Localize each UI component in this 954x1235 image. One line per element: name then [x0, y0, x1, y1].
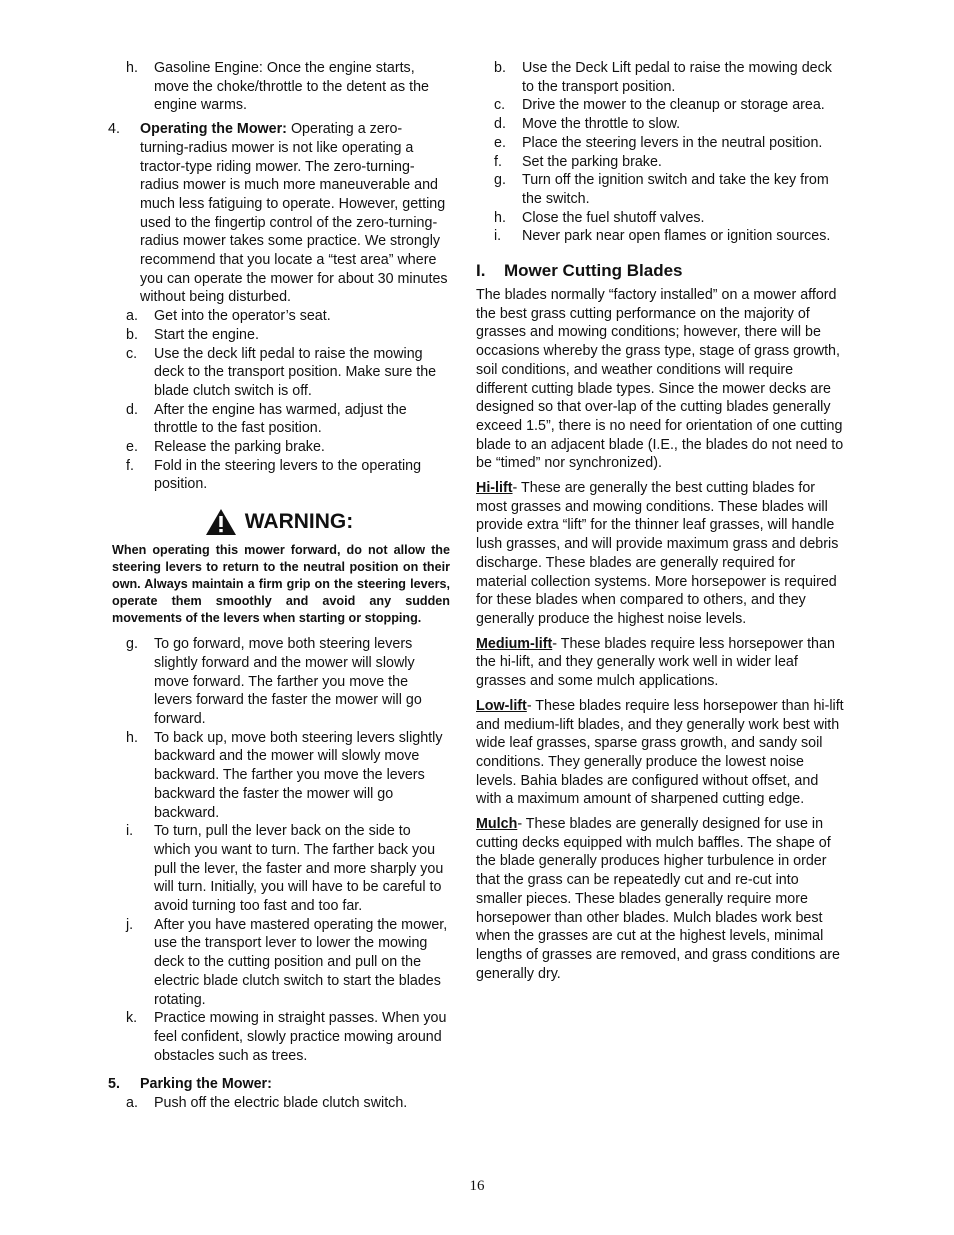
step-text: To turn, pull the lever back on the side to which you want to turn. The farther back you pull the lever, the faster and more sharply you will turn. Initially, you will have to be careful to avoid turning too fast and too far. [154, 823, 444, 915]
step-text: Move the throttle to slow. [522, 116, 681, 133]
step-text: Place the steering levers in the neutral position. [522, 134, 823, 151]
warning-text: When operating this mower forward, do not allow the steering levers to return to the neutral position on their own. Always maintain a firm grip on the steering levers, operate them smoothly and avoid any sudden movements of the levers when starting or stopping. [112, 543, 450, 626]
step-text: Release the parking brake. [154, 439, 325, 456]
list-item [108, 457, 450, 494]
list-item [108, 307, 450, 326]
blade-low-lift [476, 697, 846, 809]
step-label: c. [494, 97, 506, 114]
warning-heading [108, 508, 450, 536]
step-label: a. [126, 308, 138, 325]
list-item [476, 153, 846, 172]
parking-the-mower-heading: Parking the Mower: [140, 1076, 272, 1093]
step-text: Fold in the steering levers to the operating position. [154, 457, 422, 493]
step-text: Start the engine. [154, 326, 259, 343]
step-label: f. [494, 153, 502, 170]
step-label: b. [494, 60, 506, 76]
warning-box [108, 508, 450, 627]
section-title: Mower Cutting Blades [504, 261, 683, 281]
operating-the-mower-heading: Operating the Mower: [140, 121, 287, 138]
left-column [108, 59, 450, 1113]
blade-term: Medium-lift [476, 635, 553, 652]
step-label: c. [126, 345, 138, 362]
steps-g-to-k [108, 635, 450, 1065]
list-item [108, 438, 450, 457]
step-label: e. [494, 134, 506, 151]
blade-description: - These are generally the best cutting blades for most grasses and mowing conditions. These blades will provide extra “lift” for the thinner leaf grasses, will handle lush grasses, and will provide maximum grass and debris discharge. These blades are generally required for material collection systems. More horsepower is required for these blades when compared to others, and they generally produce the highest noise levels. [476, 480, 839, 627]
list-item [476, 115, 846, 134]
blade-mulch [476, 815, 846, 983]
blade-term: Low-lift [476, 697, 527, 714]
list-item [476, 96, 846, 115]
step-label: g. [494, 172, 506, 189]
list-item [108, 1094, 450, 1113]
step-text: Practice mowing in straight passes. When you feel confident, slowly practice mowing around obstacles such as trees. [154, 1010, 447, 1064]
step-text: Use the Deck Lift pedal to raise the mowing deck to the transport position. [522, 60, 832, 95]
step-text: Close the fuel shutoff valves. [522, 209, 705, 226]
step-text: Set the parking brake. [522, 153, 662, 170]
operating-the-mower-item [108, 120, 450, 307]
item-number: 4. [108, 121, 120, 138]
list-item [108, 635, 450, 729]
step-label: i. [494, 228, 502, 245]
step-label: j. [126, 916, 134, 933]
right-column [476, 59, 846, 989]
step-text: Turn off the ignition switch and take the key from the switch. [522, 172, 829, 207]
blade-term: Hi-lift [476, 480, 513, 497]
step-label: f. [126, 457, 134, 474]
step-label: b. [126, 326, 138, 343]
step-text: Gasoline Engine: Once the engine starts, move the choke/throttle to the detent as the engine warms. [154, 60, 429, 114]
step-text: Never park near open flames or ignition sources. [522, 228, 831, 245]
step-label: g. [126, 636, 138, 653]
list-item [476, 134, 846, 153]
step-label: a. [126, 1095, 138, 1112]
list-item [108, 822, 450, 916]
list-item [108, 326, 450, 345]
step-label: e. [126, 439, 138, 456]
step-text: Push off the electric blade clutch switch. [154, 1095, 408, 1112]
parking-steps-continued [476, 59, 846, 246]
list-item [476, 209, 846, 228]
list-item [476, 59, 846, 96]
step-text: Get into the operator’s seat. [154, 308, 331, 325]
step-label: d. [494, 116, 506, 133]
step-label: h. [126, 60, 138, 76]
list-item [108, 729, 450, 823]
step-text: After you have mastered operating the mower, use the transport lever to lower the mowing deck to the cutting position and pull on the electric blade clutch switch to start the blades rotating. [154, 916, 448, 1008]
step-text: After the engine has warmed, adjust the throttle to the fast position. [154, 401, 407, 437]
warning-triangle-icon [205, 508, 237, 536]
item-number: 5. [108, 1076, 120, 1093]
section-heading [476, 260, 846, 282]
page-number: 16 [469, 1178, 485, 1194]
blade-description: - These blades require less horsepower than the hi-lift, and they generally work well in wider leaf grasses and some mulch applications. [476, 635, 835, 690]
parking-the-mower-item [108, 1075, 450, 1094]
blade-term: Mulch [476, 816, 518, 833]
step-text: Drive the mower to the cleanup or storage area. [522, 97, 825, 114]
step-label: d. [126, 401, 138, 418]
list-item [476, 227, 846, 246]
blade-description: - These blades are generally designed for use in cutting decks equipped with mulch baffles. The shape of the blade generally produces higher turbulence in order that the grass can be repeatedly cut and re-cut into smaller pieces. These blades generally require more horsepower than other blades. Mulch blades work best when the grasses are cut at the highest levels, minimal lengths of grasses are removed, and grass conditions are generally dry. [476, 816, 840, 982]
section-letter: I. [476, 261, 486, 281]
list-item [108, 345, 450, 401]
step-label: h. [126, 729, 138, 746]
blade-hi-lift [476, 479, 846, 629]
step-text: Use the deck lift pedal to raise the mowing deck to the transport position. Make sure the blade clutch switch is off. [154, 345, 437, 399]
list-item [108, 1009, 450, 1065]
operating-the-mower-text [140, 120, 450, 307]
step-label: i. [126, 823, 134, 840]
list-item [476, 171, 846, 208]
step-label: h. [494, 209, 506, 226]
step-text: To back up, move both steering levers slightly backward and the mower will slowly move backward. The farther you move the levers backward the faster the mower will go backward. [154, 729, 443, 821]
blade-medium-lift [476, 635, 846, 691]
operating-the-mower-body: Operating a zero-turning-radius mower is not like operating a tractor-type riding mower. The zero-turning-radius mower is much more maneuverable and much less fatiguing to operate. However, getting used to the fingertip control of the zero-turning-radius mower takes some practice. We strongly recommend that you locate a “test area” where you can operate the mower for about 30 minutes without being disturbed. [140, 121, 448, 306]
intro-paragraph: The blades normally “factory installed” on a mower afford the best grass cutting performance on the majority of grasses and mowing conditions; however, there will be occasions whereby the grass type, stage of grass growth, soil conditions, and weather conditions will require different cutting blade types. Since the mower decks are designed so that over-lap of the cutting blades generally exceed 1.5”, there is no need for orientation of one cutting blade to an adjacent blade (I.E., the blades do not need to be “timed” nor synchronized). [476, 287, 844, 472]
warning-title: WARNING: [244, 510, 354, 534]
list-item [108, 916, 450, 1010]
step-text: To go forward, move both steering levers slightly forward and the mower will slowly move forward. The farther you move the levers forward the faster the mower will go forward. [154, 636, 422, 727]
steps-a-to-f [108, 307, 450, 494]
blade-description: - These blades require less horsepower than hi-lift and medium-lift blades, and they generally work best with wide leaf grasses, sparse grass growth, and sandy soil conditions. They generally produce the lowest noise levels. Bahia blades are configured without offset, and with a maximum amount of sharpened cutting edge. [476, 697, 844, 808]
list-item [108, 401, 450, 438]
step-label: k. [126, 1010, 138, 1027]
step-h-gasoline [108, 59, 450, 115]
